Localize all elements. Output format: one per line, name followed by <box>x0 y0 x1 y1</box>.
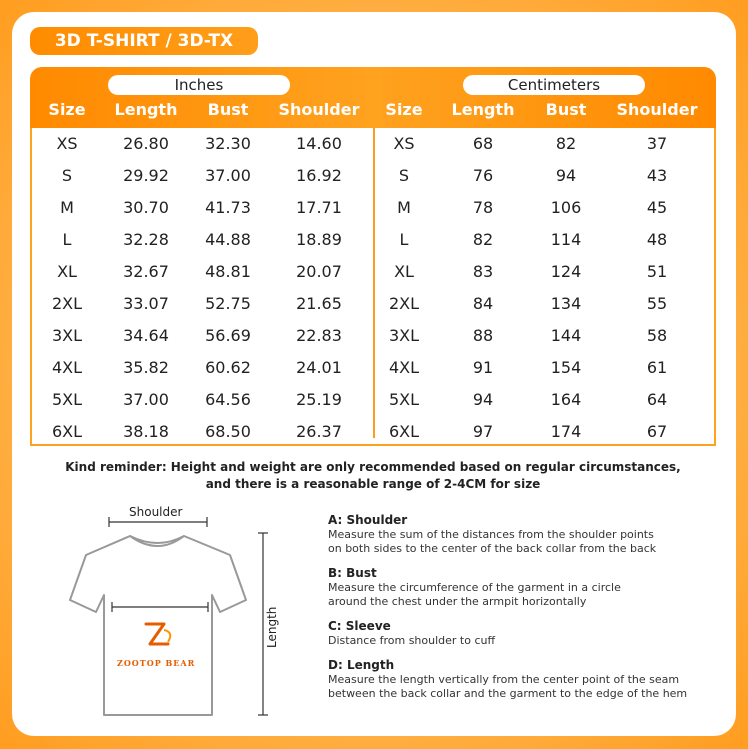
inches-cell-size: 3XL <box>51 326 83 345</box>
definition-text: Measure the sum of the distances from the shoulder points <box>328 528 654 541</box>
inches-cell-size: 2XL <box>51 294 83 313</box>
cm-cell-bust: 106 <box>550 198 582 217</box>
inches-cell-bust: 52.75 <box>205 294 251 313</box>
cm-cell-shoulder: 45 <box>646 198 668 217</box>
inches-cell-shoulder: 14.60 <box>296 134 342 153</box>
definition-title: D: Length <box>328 658 395 672</box>
inches-cell-size: 6XL <box>51 422 83 441</box>
tshirt-measurement-diagram <box>60 500 320 725</box>
inches-cell-length: 38.18 <box>123 422 169 441</box>
cm-cell-shoulder: 37 <box>646 134 668 153</box>
kind-reminder <box>30 459 716 493</box>
inches-cell-length: 32.28 <box>123 230 169 249</box>
inches-cell-size: 5XL <box>51 390 83 409</box>
inches-cell-length: 30.70 <box>123 198 169 217</box>
cm-cell-length: 84 <box>472 294 494 313</box>
table-divider <box>373 128 375 438</box>
cm-cell-bust: 144 <box>550 326 582 345</box>
centimeters-group-label: Centimeters <box>463 75 645 95</box>
definition-text: between the back collar and the garment to the edge of the hem <box>328 687 688 700</box>
cm-cell-bust: 164 <box>550 390 582 409</box>
cm-cell-length: 97 <box>472 422 494 441</box>
cm-cell-size: M <box>397 198 411 217</box>
inches-cell-shoulder: 17.71 <box>296 198 342 217</box>
inches-cell-bust: 56.69 <box>205 326 251 345</box>
definition-item <box>328 658 723 701</box>
inches-cell-size: M <box>60 198 74 217</box>
definition-text: Measure the length vertically from the center point of the seam <box>328 673 680 686</box>
inches-cell-length: 29.92 <box>123 166 169 185</box>
inches-cell-bust: 64.56 <box>205 390 251 409</box>
definition-text: Measure the circumference of the garment in a circle <box>328 581 621 594</box>
cm-cell-size: 6XL <box>388 422 420 441</box>
inches-cell-bust: 68.50 <box>205 422 251 441</box>
cm-header-bust: Bust <box>545 100 587 119</box>
inches-cell-size: XS <box>56 134 78 153</box>
definition-title: B: Bust <box>328 566 377 580</box>
cm-cell-size: 5XL <box>388 390 420 409</box>
inches-header-bust: Bust <box>207 100 249 119</box>
cm-cell-length: 68 <box>472 134 494 153</box>
cm-cell-length: 83 <box>472 262 494 281</box>
inches-cell-size: 4XL <box>51 358 83 377</box>
inches-cell-length: 33.07 <box>123 294 169 313</box>
cm-cell-length: 91 <box>472 358 494 377</box>
cm-cell-shoulder: 55 <box>646 294 668 313</box>
cm-cell-bust: 174 <box>550 422 582 441</box>
cm-cell-length: 76 <box>472 166 494 185</box>
inches-header-size: Size <box>48 100 86 119</box>
inches-cell-size: XL <box>57 262 77 281</box>
cm-cell-bust: 124 <box>550 262 582 281</box>
reminder-line-2: and there is a reasonable range of 2-4CM for size <box>205 477 541 491</box>
inches-cell-shoulder: 22.83 <box>296 326 342 345</box>
definition-text: around the chest under the armpit horizontally <box>328 595 587 608</box>
product-title: 3D T-SHIRT / 3D-TX <box>54 31 234 51</box>
inches-cell-bust: 32.30 <box>205 134 251 153</box>
cm-cell-size: L <box>399 230 409 249</box>
cm-cell-size: XL <box>394 262 414 281</box>
measurement-definitions <box>328 513 723 711</box>
cm-cell-shoulder: 51 <box>646 262 668 281</box>
inches-cell-shoulder: 20.07 <box>296 262 342 281</box>
inches-header-shoulder: Shoulder <box>278 100 360 119</box>
inches-cell-shoulder: 18.89 <box>296 230 342 249</box>
inches-cell-bust: 60.62 <box>205 358 251 377</box>
inches-header-length: Length <box>114 100 178 119</box>
cm-cell-shoulder: 43 <box>646 166 668 185</box>
cm-cell-bust: 114 <box>550 230 582 249</box>
inches-cell-bust: 37.00 <box>205 166 251 185</box>
definition-title: A: Shoulder <box>328 513 408 527</box>
inches-cell-shoulder: 24.01 <box>296 358 342 377</box>
cm-cell-size: 2XL <box>388 294 420 313</box>
definition-title: C: Sleeve <box>328 619 391 633</box>
definition-text: on both sides to the center of the back collar from the back <box>328 542 657 555</box>
inches-cell-bust: 44.88 <box>205 230 251 249</box>
cm-cell-size: S <box>398 166 410 185</box>
definition-item <box>328 513 723 556</box>
inches-cell-shoulder: 16.92 <box>296 166 342 185</box>
cm-cell-shoulder: 61 <box>646 358 668 377</box>
cm-cell-bust: 134 <box>550 294 582 313</box>
cm-cell-shoulder: 48 <box>646 230 668 249</box>
shoulder-dimension-label: Shoulder <box>129 505 183 519</box>
inches-cell-shoulder: 25.19 <box>296 390 342 409</box>
inches-cell-length: 32.67 <box>123 262 169 281</box>
definition-item <box>328 566 723 609</box>
cm-header-shoulder: Shoulder <box>616 100 698 119</box>
definition-item <box>328 619 723 648</box>
cm-cell-length: 78 <box>472 198 494 217</box>
cm-cell-shoulder: 67 <box>646 422 668 441</box>
cm-cell-bust: 154 <box>550 358 582 377</box>
inches-cell-size: L <box>62 230 72 249</box>
inches-cell-shoulder: 26.37 <box>296 422 342 441</box>
cm-cell-shoulder: 58 <box>646 326 668 345</box>
inches-cell-bust: 41.73 <box>205 198 251 217</box>
length-dimension-label: Length <box>265 606 279 648</box>
cm-header-size: Size <box>385 100 423 119</box>
cm-cell-bust: 94 <box>555 166 577 185</box>
cm-cell-size: 4XL <box>388 358 420 377</box>
brand-logo: ZOOTOP BEAR <box>117 658 196 668</box>
inches-cell-length: 26.80 <box>123 134 169 153</box>
cm-cell-bust: 82 <box>555 134 577 153</box>
cm-cell-length: 94 <box>472 390 494 409</box>
cm-cell-size: 3XL <box>388 326 420 345</box>
cm-cell-size: XS <box>393 134 415 153</box>
inches-cell-shoulder: 21.65 <box>296 294 342 313</box>
cm-header-length: Length <box>451 100 515 119</box>
inches-cell-size: S <box>61 166 73 185</box>
cm-cell-length: 88 <box>472 326 494 345</box>
cm-cell-shoulder: 64 <box>646 390 668 409</box>
inches-group-label: Inches <box>108 75 290 95</box>
inches-cell-length: 37.00 <box>123 390 169 409</box>
inches-cell-length: 34.64 <box>123 326 169 345</box>
inches-cell-length: 35.82 <box>123 358 169 377</box>
inches-cell-bust: 48.81 <box>205 262 251 281</box>
tshirt-outline <box>60 500 320 725</box>
definition-text: Distance from shoulder to cuff <box>328 634 496 647</box>
product-title-badge <box>30 27 258 55</box>
reminder-line-1: Kind reminder: Height and weight are only recommended based on regular circumstances, <box>65 460 681 474</box>
cm-cell-length: 82 <box>472 230 494 249</box>
